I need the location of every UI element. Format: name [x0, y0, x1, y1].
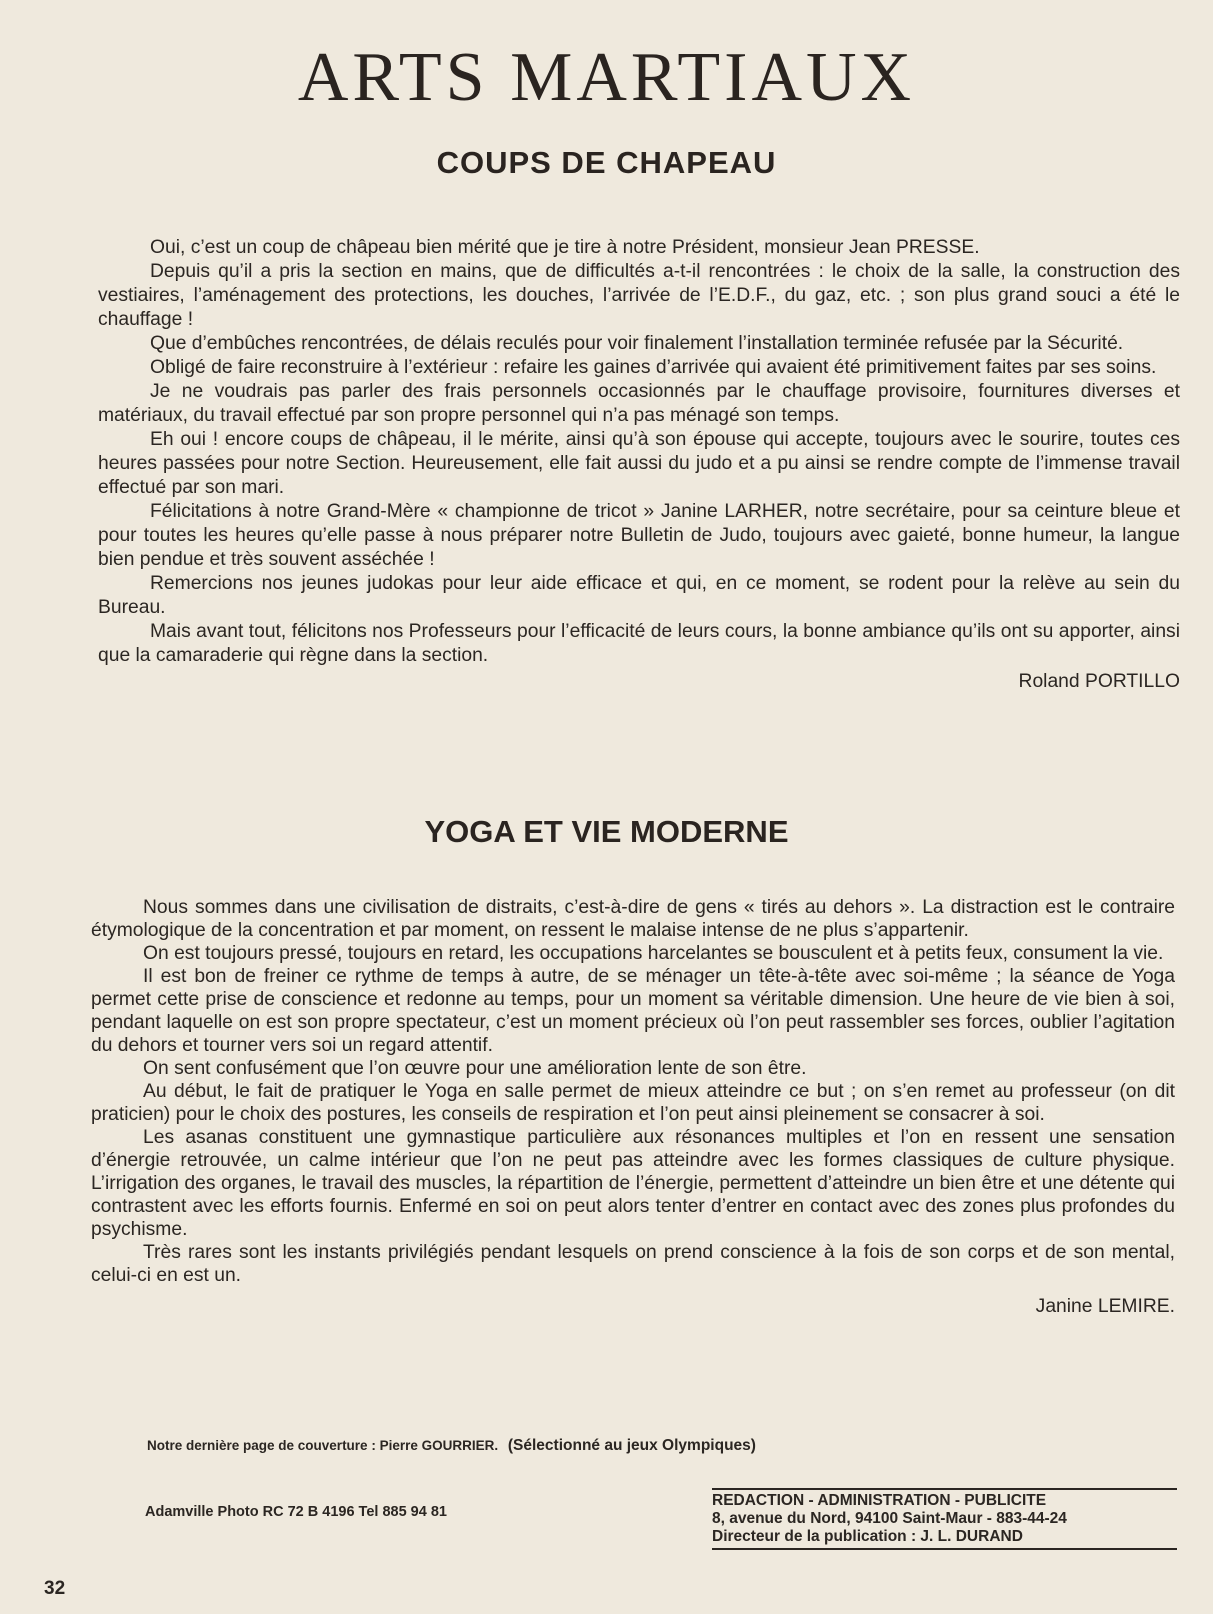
article-heading-coups-de-chapeau: COUPS DE CHAPEAU — [436, 145, 777, 180]
article-yoga-et-vie-moderne — [91, 896, 1175, 1318]
paragraph: Remercions nos jeunes judokas pour leur aide efficace et qui, en ce moment, se rodent pour la relève au sein du Bureau. — [98, 573, 1180, 618]
redaction-box — [712, 1488, 1177, 1550]
redaction-line-2: 8, avenue du Nord, 94100 Saint-Maur - 883-44-24 — [712, 1510, 1067, 1527]
paragraph: On est toujours pressé, toujours en retard, les occupations harcelantes se bousculent et à petits feux, consument la vie. — [143, 943, 1164, 964]
paragraph: Eh oui ! encore coups de châpeau, il le mérite, ainsi qu’à son épouse qui accepte, toujours avec le sourire, toutes ces heures passées pour notre Section. Heureusement, elle fait aussi du judo et a pu ainsi se rendre compte de l’immense travail effectué par son mari. — [98, 429, 1180, 498]
page-number: 32 — [44, 1578, 66, 1599]
article-heading-yoga: YOGA ET VIE MODERNE — [424, 814, 789, 849]
paragraph: Depuis qu’il a pris la section en mains, que de difficultés a-t-il rencontrées : le choix de la salle, la construction des vestiaires, l’aménagement des protections, les douches, l’arrivée de l’E.D.F., du gaz, etc. ; son plus grand souci a été le chauffage ! — [98, 261, 1180, 330]
cover-note-text: Notre dernière page de couverture : Pierre GOURRIER. — [147, 1438, 499, 1453]
paragraph: Oui, c’est un coup de châpeau bien mérité que je tire à notre Président, monsieur Jean PRESSE. — [150, 237, 980, 258]
paragraph: Les asanas constituent une gymnastique particulière aux résonances multiples et l’on en ressent une sensation d’énergie retrouvée, un calme intérieur que l’on ne peut pas atteindre avec les formes classiques de culture physique. L’irrigation des organes, le travail des muscles, la répartition de l’énergie, permettent d’atteindre un bien être et une détente qui contrastent avec les efforts fournis. Enfermé en soi on peut alors tenter d’entrer en contact avec des zones plus profondes du psychisme. — [91, 1127, 1175, 1240]
cover-note — [147, 1437, 756, 1455]
cover-selection-text: (Sélectionné au jeux Olympiques) — [507, 1437, 756, 1454]
article-coups-de-chapeau — [98, 236, 1180, 694]
paragraph: Obligé de faire reconstruire à l’extérieur : refaire les gaines d’arrivée qui avaient été primitivement faites par ses soins. — [150, 357, 1157, 378]
paragraph: Au début, le fait de pratiquer le Yoga en salle permet de mieux atteindre ce but ; on s’en remet au professeur (on dit praticien) pour le choix des postures, les conseils de respiration et l’on peut ainsi pleinement se consacrer à soi. — [91, 1081, 1175, 1125]
paragraph: Il est bon de freiner ce rythme de temps à autre, de se ménager un tête-à-tête avec soi-même ; la séance de Yoga permet cette prise de conscience et redonne au temps, pour un moment sa véritable dimension. Une heure de vie bien à soi, pendant laquelle on est son propre spectateur, c’est un moment précieux où l’on peut rassembler ses forces, oublier l’agitation du dehors et tourner vers soi un regard attentif. — [91, 966, 1175, 1056]
redaction-line-1: REDACTION - ADMINISTRATION - PUBLICITE — [712, 1492, 1047, 1509]
redaction-line-3: Directeur de la publication : J. L. DURAND — [712, 1528, 1023, 1545]
signature-roland-portillo: Roland PORTILLO — [1018, 671, 1180, 692]
paragraph: Nous sommes dans une civilisation de distraits, c’est-à-dire de gens « tirés au dehors ». La distraction est le contraire étymologique de la concentration et par moment, on ressent le malaise intense de ne plus s’appartenir. — [91, 897, 1175, 941]
signature-janine-lemire: Janine LEMIRE. — [1035, 1296, 1175, 1317]
paragraph: Que d’embûches rencontrées, de délais reculés pour voir finalement l’installation terminée refusée par la Sécurité. — [150, 333, 1124, 354]
paragraph: Très rares sont les instants privilégiés pendant lesquels on prend conscience à la fois de son corps et de son mental, celui-ci en est un. — [91, 1242, 1175, 1286]
photo-credit: Adamville Photo RC 72 B 4196 Tel 885 94 81 — [145, 1504, 447, 1520]
paragraph: On sent confusément que l’on œuvre pour une amélioration lente de son être. — [143, 1058, 807, 1079]
paragraph: Félicitations à notre Grand-Mère « championne de tricot » Janine LARHER, notre secrétaire, pour sa ceinture bleue et pour toutes les heures qu’elle passe à nous préparer notre Bulletin de Judo, toujours avec gaieté, bonne humeur, la langue bien pendue et très souvent asséchée ! — [98, 501, 1180, 570]
page-title: ARTS MARTIAUX — [297, 39, 916, 116]
paragraph: Je ne voudrais pas parler des frais personnels occasionnés par le chauffage provisoire, fournitures diverses et matériaux, du travail effectué par son propre personnel qui n’a pas ménagé son temps. — [98, 381, 1180, 426]
paragraph: Mais avant tout, félicitons nos Professeurs pour l’efficacité de leurs cours, la bonne ambiance qu’ils ont su apporter, ainsi que la camaraderie qui règne dans la section. — [98, 621, 1180, 666]
